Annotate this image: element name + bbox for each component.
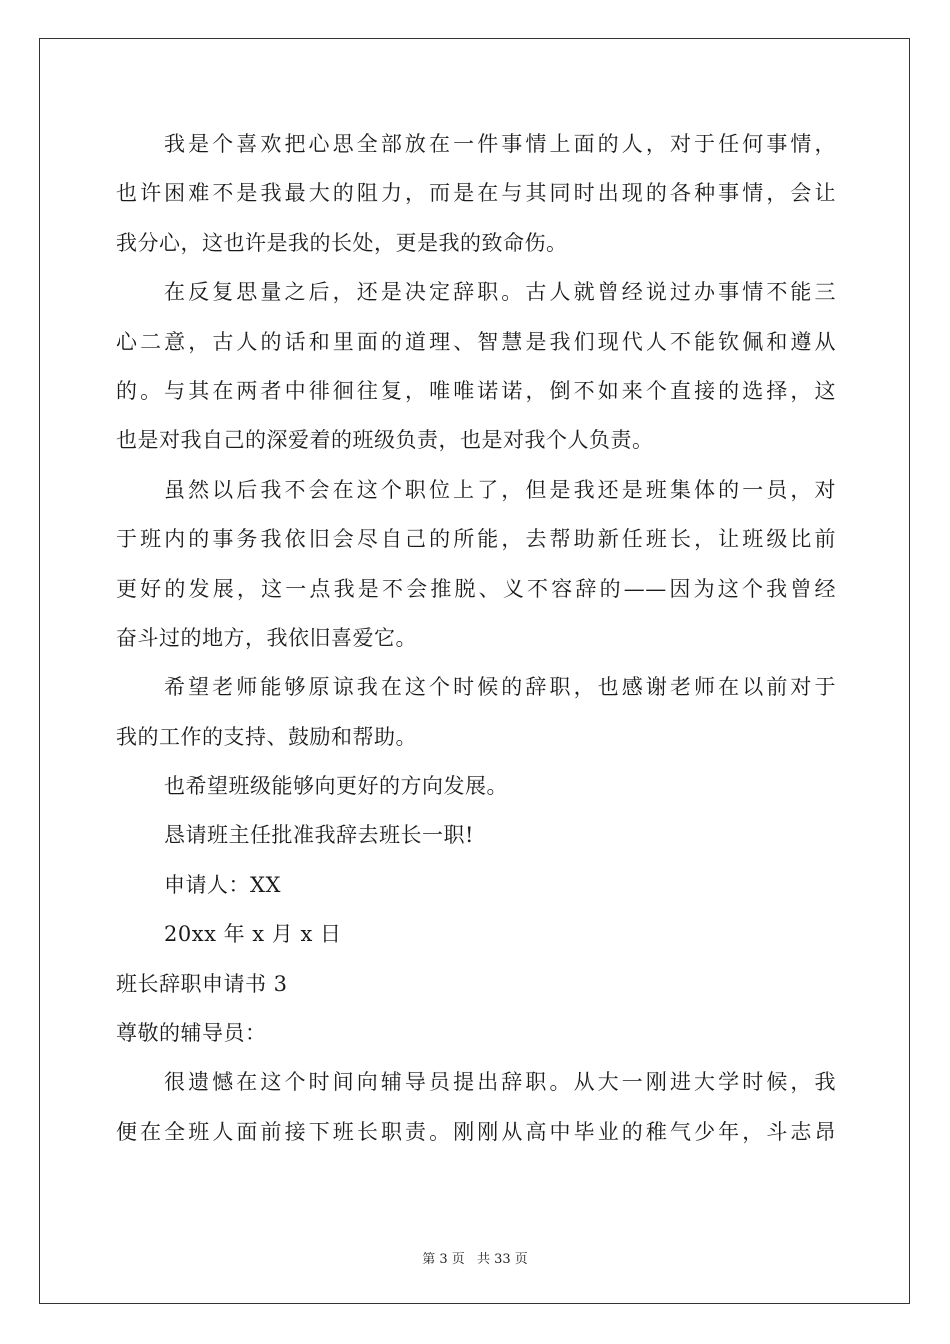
page-total: 共 33 页 bbox=[476, 1252, 528, 1267]
paragraph-line: 希望老师能够原谅我在这个时候的辞职，也感谢老师在以前对于 bbox=[164, 675, 836, 700]
paragraph-line: 也是对我自己的深爱着的班级负责，也是对我个人负责。 bbox=[116, 428, 654, 453]
document-body bbox=[116, 120, 836, 1157]
paragraph-line: 心二意，古人的话和里面的道理、智慧是我们现代人不能钦佩和遵从 bbox=[116, 329, 836, 354]
paragraph-line: 恳请班主任批准我辞去班长一职! bbox=[164, 823, 474, 848]
paragraph-line: 我分心，这也许是我的长处，更是我的致命伤。 bbox=[116, 230, 568, 255]
salutation: 尊敬的辅导员： bbox=[116, 1021, 267, 1046]
paragraph-line: 我是个喜欢把心思全部放在一件事情上面的人，对于任何事情， bbox=[164, 132, 836, 156]
paragraph-line: 于班内的事务我依旧会尽自己的所能，去帮助新任班长，让班级比前 bbox=[116, 527, 836, 552]
page-number: 第 3 页 bbox=[422, 1252, 465, 1267]
section-title: 班长辞职申请书 3 bbox=[116, 971, 288, 996]
paragraph-line: 在反复思量之后，还是决定辞职。古人就曾经说过办事情不能三 bbox=[164, 280, 836, 305]
signature-date: 20xx 年 x 月 x 日 bbox=[164, 922, 342, 947]
signature-applicant: 申请人：XX bbox=[164, 872, 281, 897]
paragraph-line: 我的工作的支持、鼓励和帮助。 bbox=[116, 724, 417, 749]
paragraph-line: 很遗憾在这个时间向辅导员提出辞职。从大一刚进大学时候，我 bbox=[164, 1070, 836, 1095]
paragraph-line: 的。与其在两者中徘徊往复，唯唯诺诺，倒不如来个直接的选择，这 bbox=[116, 378, 836, 403]
paragraph-line: 也许困难不是我最大的阻力，而是在与其同时出现的各种事情，会让 bbox=[116, 181, 836, 206]
paragraph-line: 也希望班级能够向更好的方向发展。 bbox=[164, 774, 508, 799]
page-footer bbox=[0, 1248, 950, 1267]
paragraph-line: 奋斗过的地方，我依旧喜爱它。 bbox=[116, 625, 417, 650]
paragraph-line: 便在全班人面前接下班长职责。刚刚从高中毕业的稚气少年，斗志昂 bbox=[116, 1119, 836, 1144]
paragraph-line: 更好的发展，这一点我是不会推脱、义不容辞的——因为这个我曾经 bbox=[116, 576, 836, 601]
paragraph-line: 虽然以后我不会在这个职位上了，但是我还是班集体的一员，对 bbox=[164, 477, 836, 502]
